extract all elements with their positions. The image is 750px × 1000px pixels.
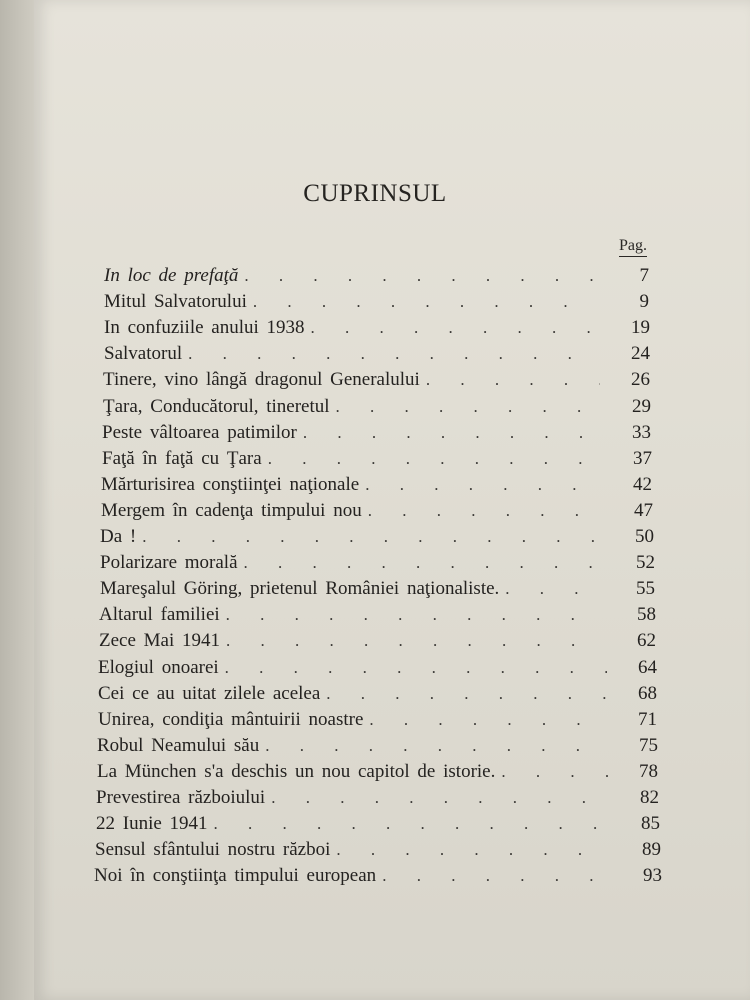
toc-entry bbox=[99, 604, 656, 628]
toc-entry-page: 42 bbox=[633, 473, 652, 495]
toc-entry-page: 9 bbox=[639, 291, 649, 313]
toc-entry-page: 89 bbox=[642, 839, 661, 861]
toc-entry-page: 82 bbox=[640, 787, 659, 808]
dot-leader bbox=[268, 449, 602, 469]
dot-leader bbox=[382, 866, 612, 886]
toc-entry-page: 55 bbox=[636, 578, 655, 600]
toc-entry bbox=[104, 317, 650, 341]
toc-entry-title: Altarul familiei bbox=[99, 604, 220, 626]
dot-leader bbox=[244, 553, 605, 573]
toc-entry bbox=[97, 761, 658, 785]
toc-entry bbox=[104, 291, 649, 315]
toc-entry-page: 93 bbox=[643, 865, 662, 887]
toc-entry-title: Mitul Salvatorului bbox=[104, 291, 247, 313]
toc-entry-title: Mareşalul Göring, prietenul României naţionaliste. bbox=[100, 578, 500, 600]
toc-entry-page: 62 bbox=[637, 630, 656, 652]
dot-leader bbox=[303, 423, 601, 443]
toc-entry bbox=[102, 422, 651, 446]
toc-entry-page: 50 bbox=[635, 526, 654, 547]
toc-entry-page: 71 bbox=[638, 708, 657, 730]
toc-entry-title: Mergem în cadenţa timpului nou bbox=[101, 499, 362, 521]
dot-leader bbox=[265, 736, 608, 756]
toc-entry-page: 75 bbox=[639, 734, 658, 756]
toc-entry bbox=[97, 735, 658, 759]
dot-leader bbox=[365, 475, 602, 495]
toc-entry bbox=[103, 369, 650, 393]
dot-leader bbox=[244, 266, 599, 286]
toc-entry-page: 29 bbox=[632, 395, 651, 417]
dot-leader bbox=[336, 840, 611, 860]
toc-entry bbox=[96, 813, 660, 837]
toc-entry bbox=[96, 787, 659, 811]
toc-entry-page: 26 bbox=[631, 369, 650, 391]
toc-entry-page: 19 bbox=[631, 317, 650, 339]
toc-entry-page: 33 bbox=[632, 421, 651, 443]
toc-entry-title: In loc de prefaţă bbox=[104, 265, 239, 286]
toc-entry bbox=[100, 526, 654, 550]
toc-entry bbox=[99, 630, 656, 654]
toc-entry bbox=[100, 578, 655, 602]
dot-leader bbox=[505, 579, 605, 599]
dot-leader bbox=[226, 631, 606, 651]
toc-entry-page: 52 bbox=[636, 552, 655, 574]
dot-leader bbox=[368, 501, 603, 521]
toc-entry-title: Sensul sfântului nostru război bbox=[95, 839, 331, 861]
dot-leader bbox=[188, 344, 600, 364]
dot-leader bbox=[253, 292, 599, 312]
toc-entry bbox=[103, 396, 651, 420]
toc-entry-page: 64 bbox=[638, 656, 657, 678]
toc-entry-title: Mărturisirea conştiinţei naţionale bbox=[101, 473, 360, 495]
toc-entry-title: Zece Mai 1941 bbox=[99, 630, 221, 652]
dot-leader bbox=[142, 527, 604, 547]
toc-entry bbox=[104, 343, 650, 367]
dot-leader bbox=[226, 605, 606, 625]
toc-entry-title: Peste vâltoarea patimilor bbox=[102, 421, 297, 443]
toc-entry bbox=[98, 657, 657, 681]
dot-leader bbox=[271, 788, 609, 808]
toc-entry-title: Da ! bbox=[100, 526, 137, 547]
toc-entry bbox=[100, 552, 655, 576]
dot-leader bbox=[326, 684, 607, 704]
toc-entry-page: 37 bbox=[633, 447, 652, 469]
dot-leader bbox=[311, 318, 600, 338]
dot-leader bbox=[336, 397, 601, 417]
dot-leader bbox=[369, 710, 607, 730]
toc-entry bbox=[98, 709, 657, 733]
toc-entry-page: 58 bbox=[637, 604, 656, 626]
toc-entry bbox=[104, 265, 649, 289]
dot-leader bbox=[214, 814, 610, 834]
toc-entry-page: 85 bbox=[641, 813, 660, 835]
page-title: CUPRINSUL bbox=[303, 180, 447, 207]
toc-entry-title: Tinere, vino lângă dragonul Generalului bbox=[103, 369, 420, 391]
dot-leader bbox=[225, 658, 607, 678]
toc-entry-title: Noi în conştiinţa timpului european bbox=[94, 865, 377, 887]
toc-entry-title: 22 Iunie 1941 bbox=[96, 813, 208, 835]
toc-entry-title: Elogiul onoarei bbox=[98, 656, 219, 678]
toc-entry-title: Faţă în faţă cu Ţara bbox=[102, 447, 262, 469]
toc-entry bbox=[101, 474, 652, 498]
toc-entry bbox=[95, 839, 661, 863]
toc-entry-page: 7 bbox=[639, 265, 649, 286]
toc-entry bbox=[94, 865, 662, 889]
toc-entry-title: Prevestirea războiului bbox=[96, 787, 266, 808]
toc-entry bbox=[102, 448, 652, 472]
toc-entry-title: La München s'a deschis un nou capitol de istorie. bbox=[97, 760, 496, 782]
toc-entry bbox=[98, 683, 657, 707]
toc-entry-page: 68 bbox=[638, 682, 657, 704]
toc-entry-title: In confuziile anului 1938 bbox=[104, 317, 305, 339]
toc-entry-page: 24 bbox=[631, 343, 650, 365]
toc-entry bbox=[101, 500, 653, 524]
toc-entry-page: 78 bbox=[639, 760, 658, 782]
toc-entry-page: 47 bbox=[634, 499, 653, 521]
toc-entry-title: Unirea, condiţia mântuirii noastre bbox=[98, 708, 364, 730]
dot-leader bbox=[426, 370, 600, 390]
toc-entry-title: Ţara, Conducătorul, tineretul bbox=[103, 395, 330, 417]
dot-leader bbox=[501, 762, 608, 782]
toc-entry-title: Cei ce au uitat zilele acelea bbox=[98, 682, 321, 704]
toc-entry-title: Salvatorul bbox=[104, 343, 183, 365]
page-column-label: Pag. bbox=[619, 237, 647, 257]
toc-entry-title: Polarizare morală bbox=[100, 552, 238, 574]
toc-entry-title: Robul Neamului său bbox=[97, 734, 260, 756]
